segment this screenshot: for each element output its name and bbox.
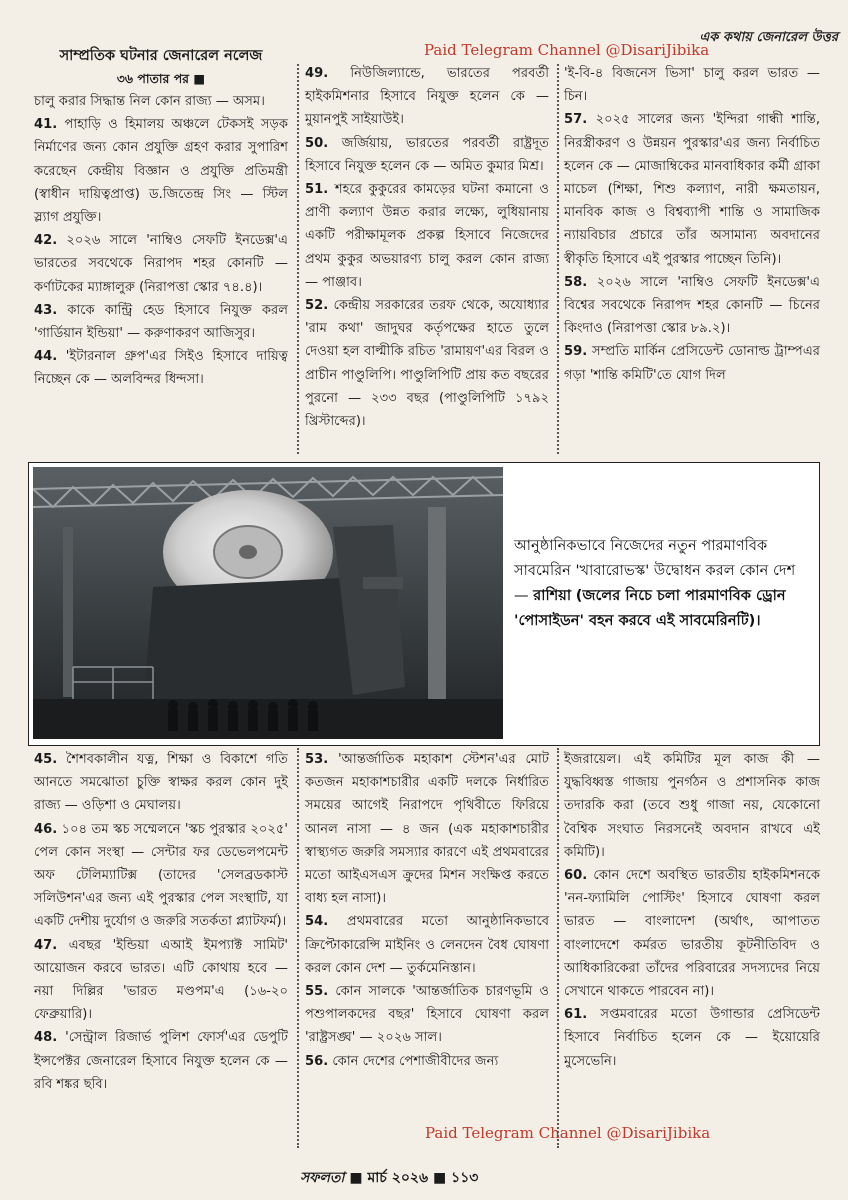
question-item: 57. ২০২৫ সালের জন্য 'ইন্দিরা গান্ধী শান্তি, নিরস্ত্রীকরণ ও উন্নয়ন পুরস্কার'এর জন্য নির্বাচিত হলেন কে — মোজাম্বিকের মানবাধিকার কর্মী গ্রাকা মাচেল (শিক্ষা, শিশু কল্যাণ, নারী ক্ষমতায়ন, মানবিক কাজ ও বিশ্বব্যাপী শান্তি ও সামাজিক ন্যায়বিচার প্রচারে তাঁর অসামান্য অবদানের স্বীকৃতি হিসাবে এই পুরস্কার পাচ্ছেন তিনি)। xyxy=(564,112,820,267)
question-item: 41. পাহাড়ি ও হিমালয় অঞ্চলে টেকসই সড়ক নির্মাণের জন্য কোন প্রযুক্তি গ্রহণ করার সুপারিশ করেছেন কেন্দ্রীয় বিজ্ঞান ও প্রযুক্তি প্রতিমন্ত্রী (স্বাধীন দায়িত্বপ্রাপ্ত) ড.জিতেন্দ্র সিং — স্টিল স্ল্যাগ প্রযুক্তি। xyxy=(34,117,289,226)
column-mid-top xyxy=(305,62,549,433)
watermark-bottom: Paid Telegram Channel @DisariJibika xyxy=(425,1124,711,1142)
column-divider xyxy=(297,748,299,1148)
question-item: 46. ১০৪ তম স্কচ সম্মেলনে 'স্কচ পুরস্কার ২০২৫' পেল কোন সংস্থা — সেন্টার ফর ডেভেলপমেন্ট অফ টেলিম্যাটিক্স (তাদের 'সেলব্রডকাস্ট সলিউশন'এর জন্য এই পুরস্কার পেল সংস্থাটি, যা একটি দেশীয় দুর্যোগ ও জরুরি সতর্কতা প্ল্যাটফর্ম)। xyxy=(34,821,288,930)
column-divider xyxy=(297,64,299,454)
column-divider xyxy=(557,64,559,454)
column-right-bottom xyxy=(564,748,820,1073)
question-item: 42. ২০২৬ সালে 'নাম্বিও সেফটি ইনডেক্স'এ ভারতের সবথেকে নিরাপদ শহর কোনটি — কর্ণাটকের ম্যাঙ্গালুরু (নিরাপত্তা স্কোর ৭৪.৪)। xyxy=(34,233,288,295)
question-item: 44. 'ইটারনাল গ্রুপ'এর সিইও হিসাবে দায়িত্ব নিচ্ছেন কে — অলবিন্দর ধিন্দসা। xyxy=(34,349,288,388)
question-item: 59. সম্প্রতি মার্কিন প্রেসিডেন্ট ডোনাল্ড ট্রাম্পএর গড়া 'শান্তি কমিটি'তে যোগ দিল xyxy=(564,344,820,383)
caption-note: (জলের নিচে চলা পারমাণবিক ড্রোন 'পোসাইডন' বহন করবে এই সাবমেরিনটি)। xyxy=(514,587,786,629)
question-item: 43. কাকে কান্ট্রি হেড হিসাবে নিযুক্ত করল 'গার্ডিয়ান ইন্ডিয়া' — করুণাকরণ আজিসুর। xyxy=(34,302,288,342)
question-item: 54. প্রথমবারের মতো আনুষ্ঠানিকভাবে ক্রিপ্টোকারেন্সি মাইনিং ও লেনদেন বৈধ ঘোষণা করল কোন দেশ — তুর্কমেনিস্তান। xyxy=(305,914,549,976)
photo-feature-box xyxy=(28,462,820,746)
question-item: 50. জর্জিয়ায়, ভারতের পরবর্তী রাষ্ট্রদূত হিসাবে নিযুক্ত হলেন কে — অমিত কুমার মিশ্র। xyxy=(305,135,549,174)
column-left-bottom xyxy=(34,748,288,1096)
intro-text: 'ই-বি-৪ বিজনেস ভিসা' চালু করল ভারত — চিন। xyxy=(564,66,820,105)
question-item: 51. শহরে কুকুরের কামড়ের ঘটনা কমানো ও প্রাণী কল্যাণ উন্নত করার লক্ষ্যে, লুধিয়ানায় একটি পরীক্ষামূলক প্রকল্প হিসাবে নিজেদের প্রথম কুকুর অভয়ারণ্য চালু করল কোন রাজ্য — পাঞ্জাব। xyxy=(305,182,549,290)
question-item: 60. কোন দেশে অবস্থিত ভারতীয় হাইকমিশনকে 'নন-ফ্যামিলি পোস্টিং' হিসাবে ঘোষণা করল ভারত — বাংলাদেশ (অর্থাৎ, আপাতত বাংলাদেশে কর্মরত ভারতীয় কূটনীতিবিদ ও আধিকারিকেরা তাঁদের পরিবারের সদস্যদের নিয়ে সেখানে থাকতে পারবেন না)। xyxy=(564,868,820,1000)
page-footer xyxy=(300,1166,478,1190)
column-left-top xyxy=(34,44,288,392)
magazine-name: সফলতা xyxy=(300,1170,345,1186)
question-item: 47. এবছর 'ইন্ডিয়া এআই ইমপ্যাক্ট সামিট' আয়োজন করবে ভারত। এটি কোথায় হবে — নয়া দিল্লির 'ভারত মণ্ডপম'এ (১৬-২০ ফেব্রুয়ারি)। xyxy=(34,937,288,1023)
photo-caption: আনুষ্ঠানিকভাবে নিজেদের নতুন পারমাণবিক সাবমেরিন 'খাবারোভস্ক' উদ্বোধন করল কোন দেশ — রাশিয়া (জলের নিচে চলা পারমাণবিক ড্রোন 'পোসাইডন' বহন করবে এই সাবমেরিনটি)। xyxy=(514,537,796,629)
question-item: 45. শৈশবকালীন যত্ন, শিক্ষা ও বিকাশে গতি আনতে সমঝোতা চুক্তি স্বাক্ষর করল কোন দুই রাজ্য — ওড়িশা ও মেঘালয়। xyxy=(34,752,288,814)
question-item: 55. কোন সালকে 'আন্তর্জাতিক চারণভূমি ও পশুপালকদের বছর' হিসাবে ঘোষণা করল 'রাষ্ট্রসঙ্ঘ' — ২০২৬ সাল। xyxy=(305,984,549,1046)
column-mid-bottom xyxy=(305,748,549,1073)
question-item: 56. কোন দেশের পেশাজীবীদের জন্য xyxy=(305,1053,499,1069)
continued-from: ৩৬ পাতার পর ■ xyxy=(116,71,206,86)
intro-text: ইজরায়েল। এই কমিটির মূল কাজ কী — যুদ্ধবিধ্বস্ত গাজায় পুনর্গঠন ও প্রশাসনিক কাজ তদারকি করা (তবে শুধু গাজা নয়, যেকোনো বৈশ্বিক সংঘাত নিরসনেই অবদান রাখবে এই কমিটি)। xyxy=(564,752,820,860)
section-title: সাম্প্রতিক ঘটনার জেনারেল নলেজ xyxy=(59,48,263,64)
watermark-top: Paid Telegram Channel @DisariJibika xyxy=(424,41,710,59)
intro-text: চালু করার সিদ্ধান্ত নিল কোন রাজ্য — অসম। xyxy=(34,94,265,109)
question-item: 58. ২০২৬ সালে 'নাম্বিও সেফটি ইনডেক্স'এ বিশ্বের সবথেকে নিরাপদ শহর কোনটি — চিনের কিংদাও (নিরাপত্তা স্কোর ৮৯.২)। xyxy=(564,274,820,337)
submarine-photo xyxy=(33,467,503,739)
question-item: 52. কেন্দ্রীয় সরকারের তরফ থেকে, অযোধ্যার 'রাম কথা' জাদুঘর কর্তৃপক্ষের হাতে তুলে দেওয়া হল বাল্মীকি রচিত 'রামায়ণ'এর বিরল ও প্রাচীন পাণ্ডুলিপি। পাণ্ডুলিপিটি প্রায় কত বছরের পুরনো — ২৩৩ বছর (পাণ্ডুলিপিটি ১৭৯২ খ্রিস্টাব্দের)। xyxy=(305,298,549,430)
page-section-label: এক কথায় জেনারেল উত্তর xyxy=(699,30,838,45)
question-item: 61. সপ্তমবারের মতো উগান্ডার প্রেসিডেন্ট হিসাবে নির্বাচিত হলেন কে — ইয়োয়েরি মুসেভেনি। xyxy=(564,1007,820,1069)
question-item: 53. 'আন্তর্জাতিক মহাকাশ স্টেশন'এর মোট কতজন মহাকাশচারীর একটি দলকে নির্ধারিত সময়ের আগেই নিরাপদে পৃথিবীতে ফিরিয়ে আনল নাসা — ৪ জন (এক মহাকাশচারীর স্বাস্থ্যগত জরুরি সমস্যার কারণে এই প্রথমবারের মতো আইএসএস ক্রুদের মিশন সংক্ষিপ্ত করতে বাধ্য হল নাসা)। xyxy=(305,752,549,907)
question-item: 48. 'সেন্ট্রাল রিজার্ভ পুলিশ ফোর্স'এর ডেপুটি ইন্সপেক্টর জেনারেল হিসাবে নিযুক্ত হলেন কে — রবি শঙ্কর ছবি। xyxy=(34,1030,288,1092)
caption-answer: রাশিয়া xyxy=(533,587,572,604)
column-right-top xyxy=(564,62,820,387)
question-item: 49. নিউজিল্যান্ডে, ভারতের পরবর্তী হাইকমিশনার হিসাবে নিযুক্ত হলেন কে — মুয়ানপুই সাইয়াউই। xyxy=(305,66,549,128)
issue-and-page: ■ মার্চ ২০২৬ ■ ১১৩ xyxy=(349,1170,479,1186)
column-divider xyxy=(557,748,559,1148)
